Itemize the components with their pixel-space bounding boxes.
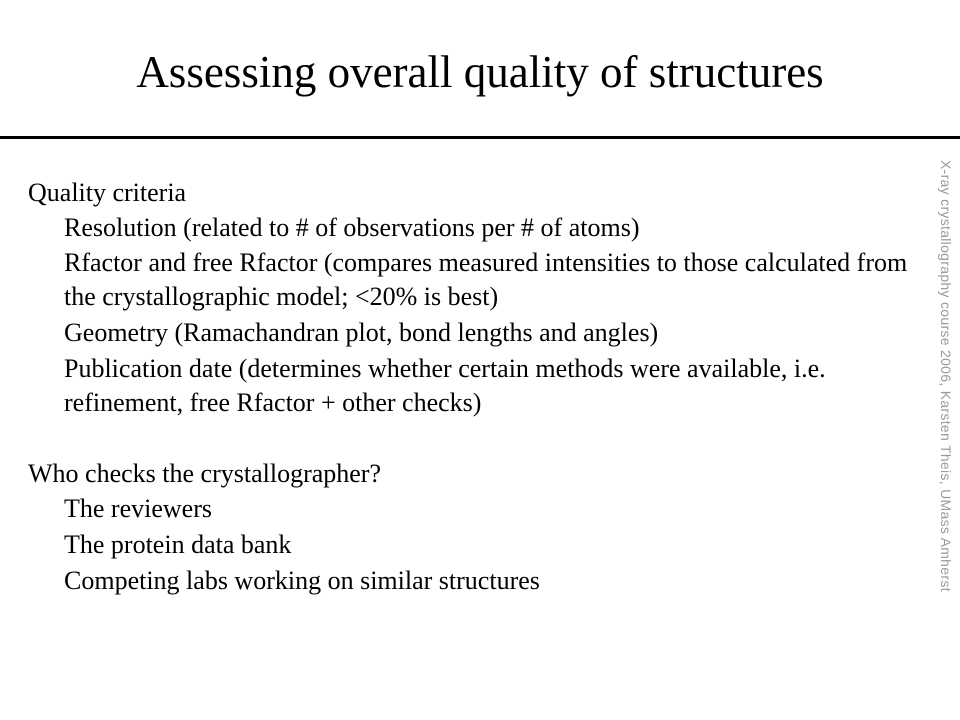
list-item: Resolution (related to # of observations per # of atoms) bbox=[64, 212, 640, 242]
course-credit-text: X-ray crystallography course 2006, Karsten Theis, UMass Amherst bbox=[938, 160, 954, 592]
list-item: Competing labs working on similar structures bbox=[64, 565, 540, 595]
list-item: The reviewers bbox=[64, 494, 212, 524]
section-spacer bbox=[28, 421, 908, 459]
slide-body bbox=[28, 178, 908, 600]
list-item: The protein data bank bbox=[64, 529, 292, 559]
page-title: Assessing overall quality of structures bbox=[136, 47, 824, 97]
list-item: Rfactor and free Rfactor (compares measured intensities to those calculated from the crystallographic model; <20% is best) bbox=[64, 248, 908, 312]
section-heading-who-checks: Who checks the crystallographer? bbox=[28, 459, 382, 489]
list-item: Geometry (Ramachandran plot, bond lengths and angles) bbox=[64, 318, 659, 348]
section-heading-quality-criteria: Quality criteria bbox=[28, 178, 187, 207]
list-item: Publication date (determines whether certain methods were available, i.e. refinement, free Rfactor + other checks) bbox=[64, 353, 826, 417]
title-divider bbox=[0, 136, 960, 139]
